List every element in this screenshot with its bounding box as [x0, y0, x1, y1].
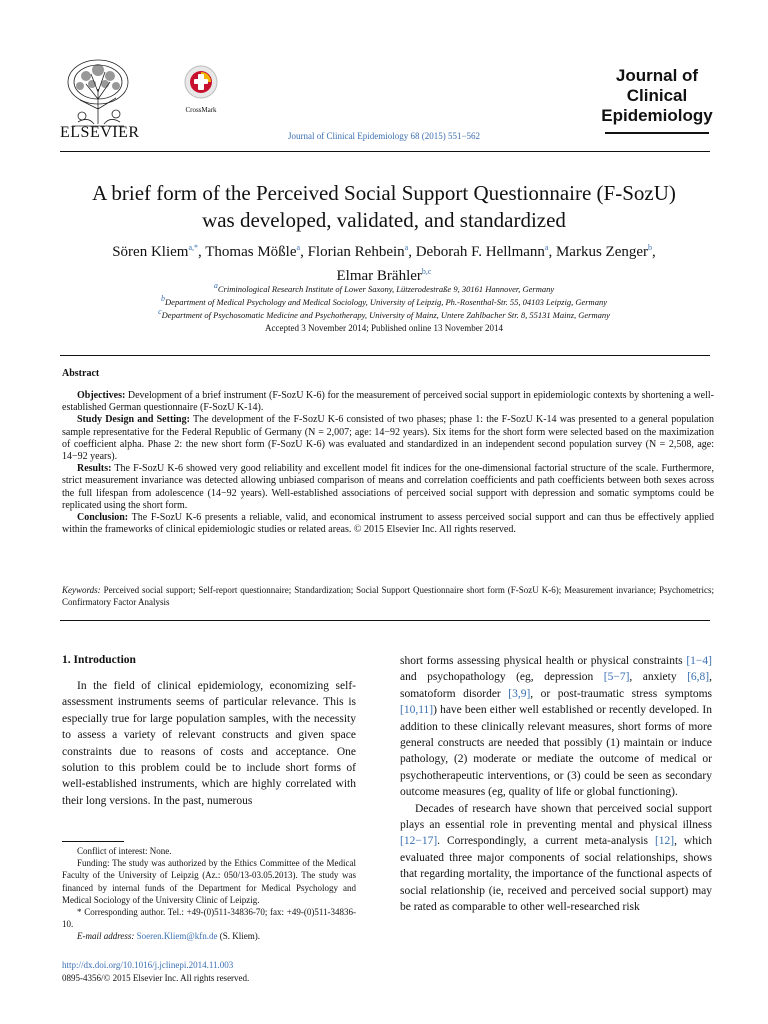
author-name[interactable]: Sören Kliem: [112, 244, 189, 260]
footnote-rule: [62, 841, 124, 842]
body-text: , which evaluated three major components of social relationships, shows that regarding mortality, the importance of the functional aspects of social relationship (ie, received and perceived social support) may be rated as comparable to other well-researched risk: [400, 835, 713, 914]
abstract-results: [62, 463, 714, 512]
affil-text: Department of Medical Psychology and Medical Sociology, University of Leipzig, Ph.-Rosenthal-Str. 55, 04103 Leipzig, Germany: [165, 296, 607, 307]
abstract-divider-bottom: [60, 620, 710, 621]
keywords: [62, 584, 714, 608]
author-name[interactable]: Deborah F. Hellmann: [415, 244, 545, 260]
footnote-email: [62, 930, 356, 942]
email-link[interactable]: Soeren.Kliem@kfn.de: [136, 931, 218, 942]
header-divider: [60, 151, 710, 152]
right-column: [400, 653, 712, 916]
author-affil-sup[interactable]: a: [296, 243, 301, 252]
elsevier-tree-logo: [58, 54, 138, 134]
body-text: . Correspondingly, a current meta-analysis: [437, 835, 655, 848]
intro-paragraph-continued: [400, 653, 712, 801]
journal-citation[interactable]: Journal of Clinical Epidemiology 68 (2015) 551−562: [287, 131, 481, 141]
citation-link[interactable]: [12]: [654, 835, 675, 848]
paper-title: [40, 180, 728, 234]
keywords-text: Perceived social support; Self-report questionnaire; Standardization; Social Support Questionnaire short form (F-SozU K-6); Measurement invariance; Psychometrics; Confirmatory Factor Analysis: [62, 585, 714, 607]
citation-link[interactable]: [5−7]: [603, 671, 630, 684]
citation-link[interactable]: [1−4]: [686, 655, 712, 667]
crossmark-badge[interactable]: [178, 64, 224, 114]
affil-text: Criminological Research Institute of Lower Saxony, Lützerodestraße 9, 30161 Hannover, Germany: [217, 283, 555, 294]
footnotes: [62, 845, 356, 943]
author-affil-sup[interactable]: b: [648, 243, 653, 252]
abstract-design: [62, 414, 714, 463]
section-label: Results:: [77, 463, 112, 475]
journal-title-line: Epidemiology: [601, 106, 713, 125]
footnote-conflict: Conflict of interest: None.: [77, 846, 172, 856]
journal-title-line: Journal of: [615, 66, 699, 85]
crossmark-label: CrossMark: [185, 106, 217, 114]
publisher-name: ELSEVIER: [60, 124, 140, 141]
section-label: Study Design and Setting:: [77, 414, 190, 426]
section-text: The F-SozU K-6 presents a reliable, valid, and economical instrument to assess perceived social support and can thus be effectively applied within the frameworks of clinical epidemiologic studies or related areas. © 2015 Elsevier Inc. All rights reserved.: [62, 512, 714, 536]
crossmark-icon: [183, 64, 219, 100]
author-affil-sup[interactable]: a,*: [188, 243, 199, 252]
section-label: Conclusion:: [77, 512, 129, 524]
abstract-body: [62, 390, 714, 536]
body-text: , or post-traumatic stress symptoms: [530, 687, 712, 700]
affil-sup: c: [158, 307, 162, 316]
affiliation: [40, 306, 728, 321]
body-text: , somatoform disorder: [400, 671, 712, 700]
body-text: and psychopathology (eg, depression: [400, 671, 604, 684]
section-text: Development of a brief instrument (F-SozU K-6) for the measurement of perceived social support in epidemiologic contexts by shortening a well-established German questionnaire (F-SozU K-14).: [62, 390, 714, 414]
journal-title-line: Clinical: [626, 86, 688, 105]
citation-link[interactable]: [12−17]: [400, 835, 438, 848]
citation-link[interactable]: [10,11]: [400, 704, 434, 717]
author-affil-sup[interactable]: a: [544, 243, 549, 252]
title-line: was developed, validated, and standardized: [202, 208, 566, 232]
affil-text: Department of Psychosomatic Medicine and Psychotherapy, University of Mainz, Untere Zahlbacher Str. 8, 55131 Mainz, Germany: [161, 309, 610, 320]
abstract-heading: Abstract: [62, 368, 100, 379]
title-line: A brief form of the Perceived Social Support Questionnaire (F-SozU): [92, 181, 676, 205]
left-column: [62, 678, 356, 809]
journal-title: [600, 66, 714, 126]
author-name[interactable]: Florian Rehbein: [307, 244, 405, 260]
section-text: The development of the F-SozU K-6 consisted of two phases; phase 1: the F-SozU K-14 was presented to a general population sample representative for the Federal Republic of Germany (N = 2,007; age: 14−92 years). Six items for the short form were selected based on the maximization of coefficient alpha. Phase 2: the new short form (F-SozU K-6) was evaluated and standardized in an independent second population survey (N = 2,508, age: 14−92 years).: [62, 414, 714, 463]
abstract-divider-top: [60, 355, 710, 356]
author-affil-sup[interactable]: a: [404, 243, 409, 252]
footnote-corresponding: * Corresponding author. Tel.: +49-(0)511-34836-70; fax: +49-(0)511-34836-10.: [62, 907, 356, 930]
abstract-conclusion: [62, 512, 714, 536]
author-name[interactable]: Thomas Mößle: [205, 244, 297, 260]
keywords-label: Keywords:: [62, 585, 101, 595]
email-suffix: (S. Kliem).: [217, 931, 260, 942]
footnote-funding: Funding: The study was authorized by the Ethics Committee of the Medical Faculty of the University of Leipzig (Az.: 050/13-03.05.2013). The study was financed by internal funds of the Department for Medical Psychology and Medical Sociology of the University Clinic of Leipzig.: [62, 858, 356, 905]
copyright-notice: 0895-4356/© 2015 Elsevier Inc. All rights reserved.: [62, 973, 250, 983]
doi-link[interactable]: http://dx.doi.org/10.1016/j.jclinepi.2014.11.003: [62, 960, 234, 970]
journal-title-rule: [605, 132, 709, 134]
abstract-objectives: [62, 390, 714, 414]
author-name[interactable]: Elmar Brähler: [336, 268, 422, 284]
affil-sup: b: [161, 294, 166, 303]
section-text: The F-SozU K-6 showed very good reliability and excellent model fit indices for the one-dimensional factorial structure of the scale. Furthermore, strict measurement invariance was detected allowing unbiased comparison of means and correlation coefficients and path coefficients between both sexes across the full lifespan from adolescence (14−92 years). Well-established associations of perceived social support with depression and somatic symptoms could be replicated using the short form.: [62, 463, 714, 511]
citation-link[interactable]: [6,8]: [687, 671, 710, 684]
intro-paragraph-2: [400, 801, 712, 916]
body-text: short forms assessing physical health or physical constraints: [400, 655, 687, 667]
body-text: ) have been either well established or recently developed. In addition to these clinically relevant measures, short forms of more general constructs are needed that possibly (1) maintain or induce pathology, (2) moderate or mediate the outcome of medical or psychotherapeutic interventions, or (3) could be seen as secondary outcome measures (eg, quality of life or global functioning).: [400, 704, 712, 799]
intro-paragraph: In the field of clinical epidemiology, economizing self-assessment instruments seems of particular relevance. This is especially true for large population samples, with the necessity to assess a variety of relevant constructs and given space constraints due to reasons of costs and acceptance. One solution to this problem could be to include short forms of well-established instruments, which are highly correlated with their long versions. In the past, numerous: [62, 680, 356, 807]
body-text: , anxiety: [629, 671, 688, 684]
citation-link[interactable]: [3,9]: [508, 687, 531, 700]
body-text: Decades of research have shown that perceived social support plays an essential role in preventing mental and physical illness: [400, 802, 712, 832]
email-label: E-mail address:: [77, 931, 135, 942]
section-label: Objectives:: [77, 390, 126, 401]
author-affil-sup[interactable]: b,c: [421, 267, 432, 276]
section-heading: 1. Introduction: [62, 654, 136, 666]
affil-sup: a: [213, 281, 218, 290]
author-name[interactable]: Markus Zenger: [555, 244, 649, 260]
author-list: Sören Kliem$^{a,*}$, Thomas Mößle$^a$, Florian Rehbein$^a$, Deborah F. Hellmann$^a$, Markus Zenger$^b$, Elmar Brähler$^{b,c}$: [112, 243, 656, 284]
publication-dates: Accepted 3 November 2014; Published online 13 November 2014: [265, 323, 503, 333]
